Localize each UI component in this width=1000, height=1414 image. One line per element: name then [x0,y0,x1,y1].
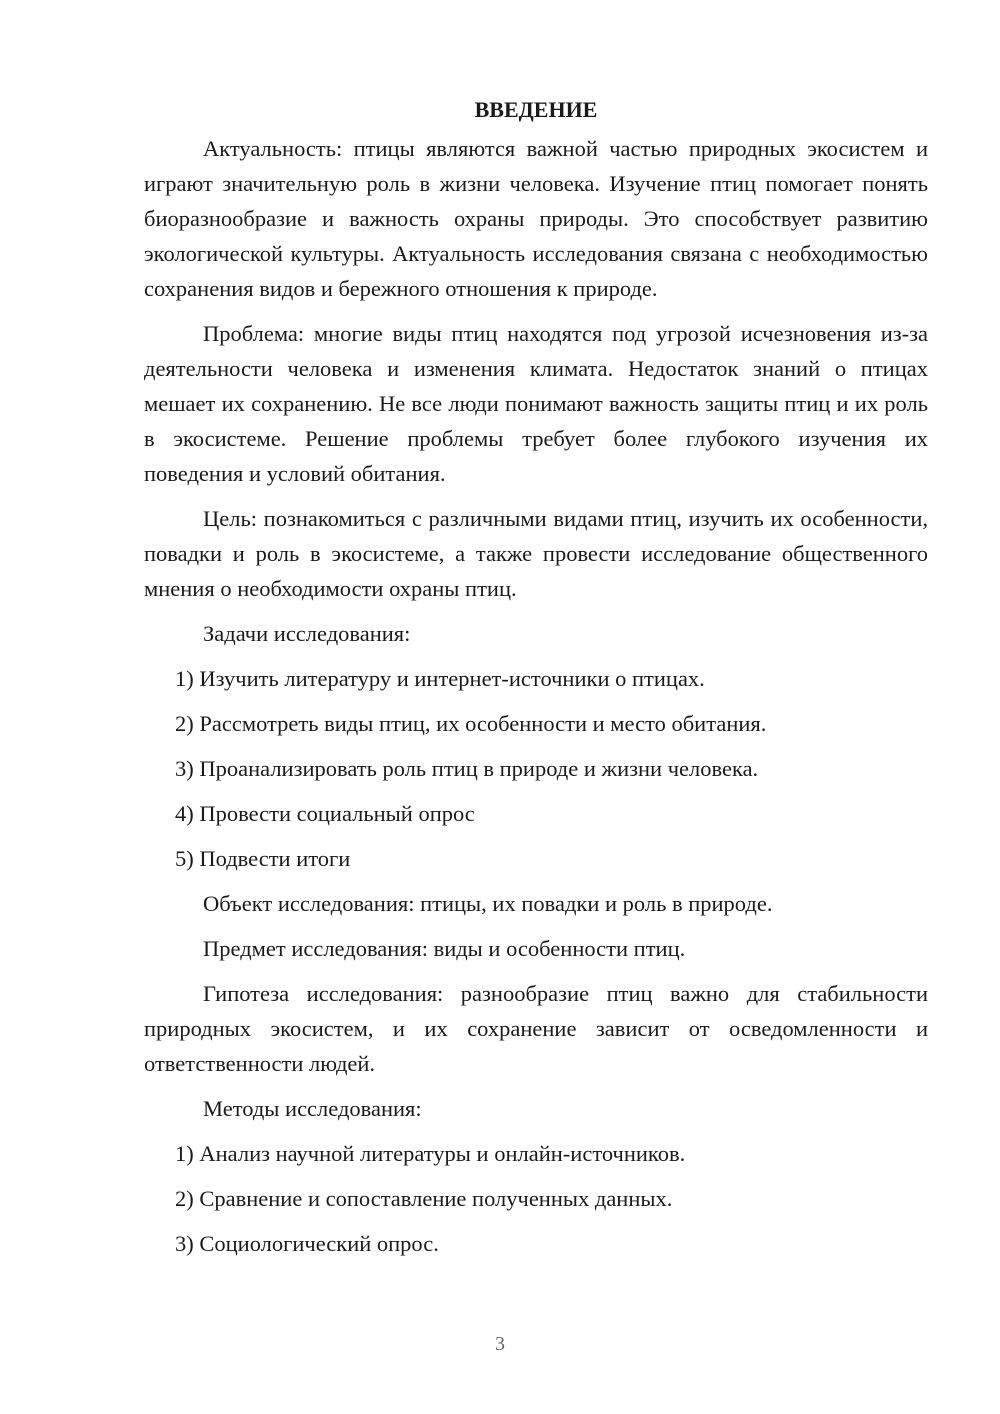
method-item-3: 3) Социологический опрос. [175,1231,439,1256]
method-item-1: 1) Анализ научной литературы и онлайн-источников. [175,1141,686,1166]
goal-paragraph: Цель: познакомиться с различными видами птиц, изучить их особенности, повадки и роль в экосистеме, а также провести исследование общественного мнения о необходимости охраны птиц. [144,506,928,601]
relevance-paragraph: Актуальность: птицы являются важной частью природных экосистем и играют значительную роль в жизни человека. Изучение птиц помогает понять биоразнообразие и важность охраны природы. Это способствует развитию экологической культуры. Актуальность исследования связана с необходимостью сохранения видов и бережного отношения к природе. [144,136,928,301]
tasks-heading: Задачи исследования: [203,621,411,646]
object-paragraph: Объект исследования: птицы, их повадки и роль в природе. [203,891,773,916]
hypothesis-paragraph: Гипотеза исследования: разнообразие птиц важно для стабильности природных экосистем, и их сохранение зависит от осведомленности и ответственности людей. [144,981,928,1076]
subject-paragraph: Предмет исследования: виды и особенности птиц. [203,936,686,961]
task-item-2: 2) Рассмотреть виды птиц, их особенности и место обитания. [175,711,767,736]
page-title: ВВЕДЕНИЕ [474,97,598,122]
method-item-2: 2) Сравнение и сопоставление полученных данных. [175,1186,673,1211]
task-item-3: 3) Проанализировать роль птиц в природе и жизни человека. [175,756,759,781]
task-item-4: 4) Провести социальный опрос [175,801,475,826]
task-item-1: 1) Изучить литературу и интернет-источники о птицах. [175,666,705,691]
document-page [144,92,928,1271]
page-number: 3 [495,1333,505,1355]
problem-paragraph: Проблема: многие виды птиц находятся под угрозой исчезновения из-за деятельности человека и изменения климата. Недостаток знаний о птицах мешает их сохранению. Не все люди понимают важность защиты птиц и их роль в экосистеме. Решение проблемы требует более глубокого изучения их поведения и условий обитания. [144,321,928,486]
methods-heading: Методы исследования: [203,1096,422,1121]
task-item-5: 5) Подвести итоги [175,846,351,871]
